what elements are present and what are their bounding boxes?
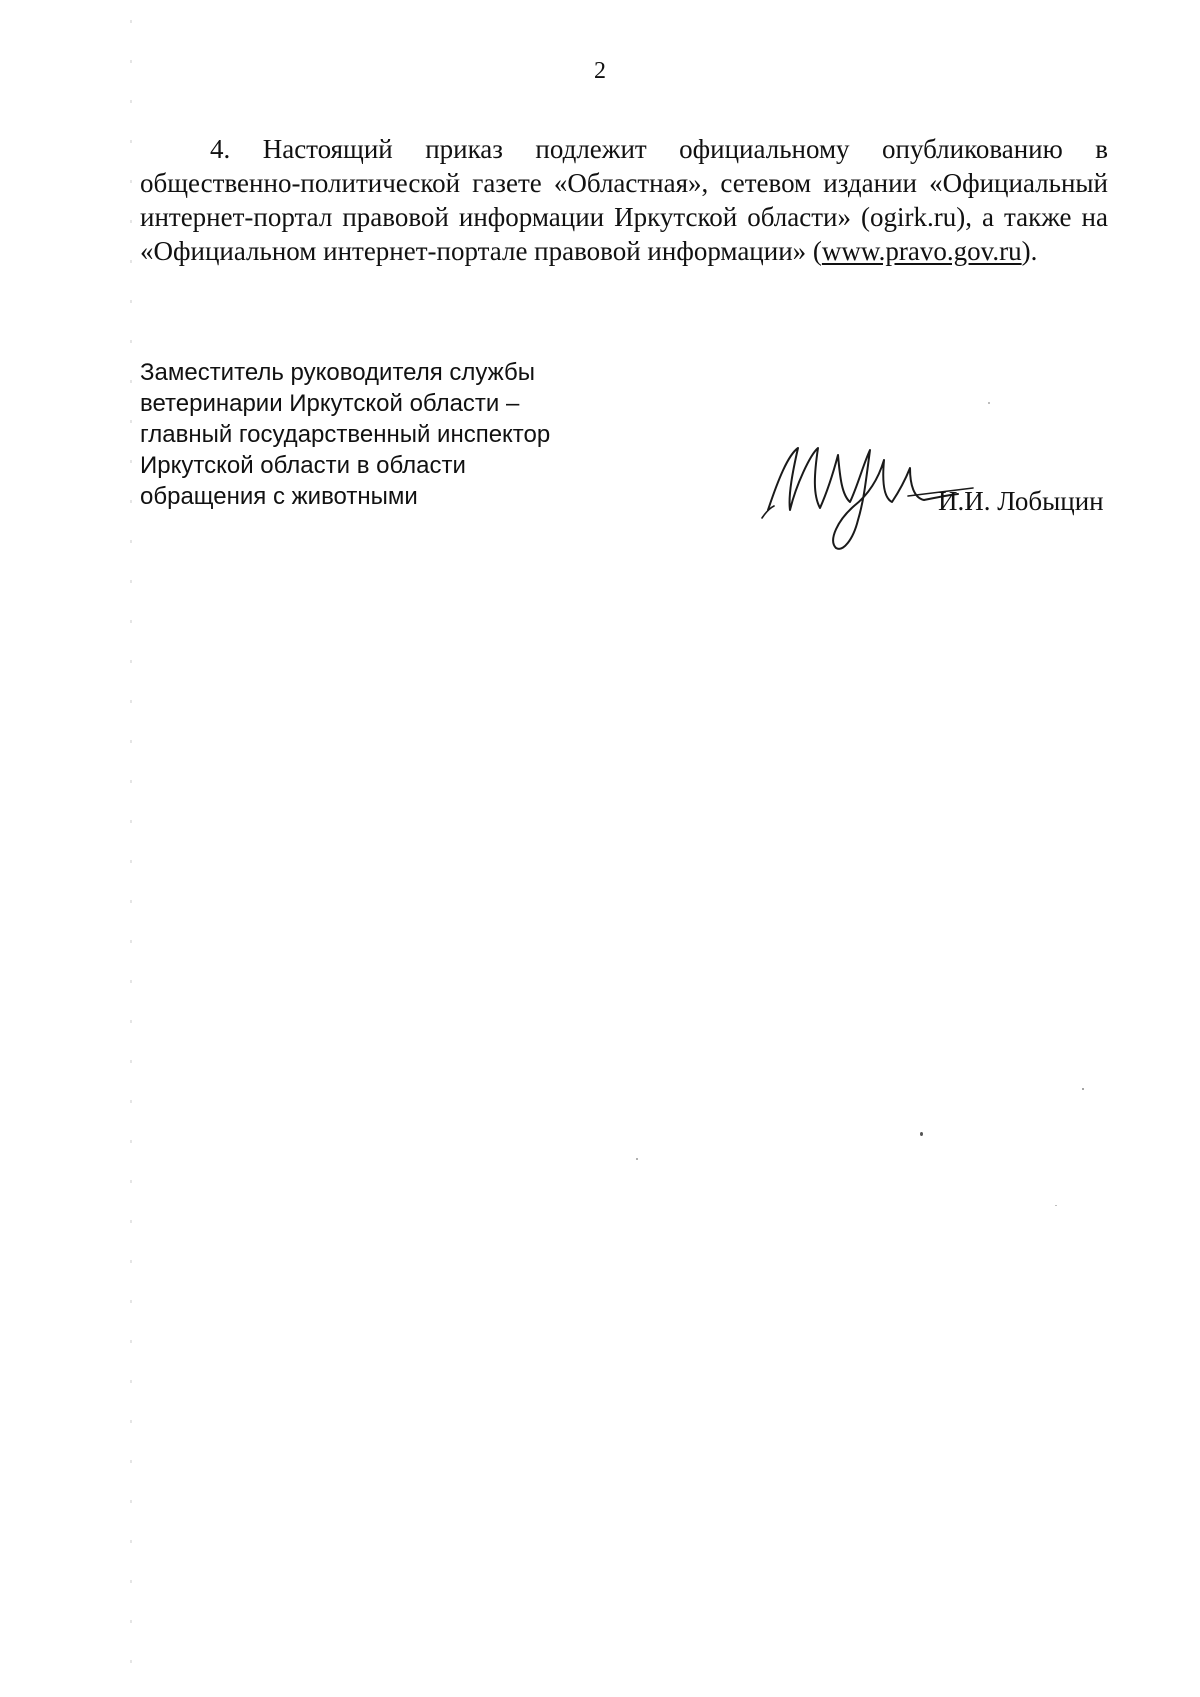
- signatory-title-line: Иркутской области в области: [140, 452, 466, 479]
- signatory-title-line: ветеринарии Иркутской области –: [140, 390, 520, 417]
- scan-speck: [1055, 1205, 1057, 1206]
- signatory-title: [140, 357, 620, 512]
- scan-speck: [920, 1132, 923, 1136]
- scan-speck: [1082, 1088, 1084, 1090]
- paragraph-text: 4. Настоящий приказ подлежит официальному опубликованию в общественно-политической газете «Областная», сетевом издании «Официальный интернет-портал правовой информации Иркутской области» (ogirk.ru), а также на «Официальном интернет-портале правовой информации» (: [140, 134, 1108, 266]
- scan-edge-artifact: [130, 20, 132, 1680]
- signatory-title-line: главный государственный инспектор: [140, 421, 551, 448]
- pravo-gov-link[interactable]: www.pravo.gov.ru: [821, 236, 1022, 266]
- signatory-title-line: обращения с животными: [140, 483, 418, 510]
- publication-paragraph: [140, 132, 1108, 268]
- signer-name: И.И. Лобыцин: [938, 486, 1104, 516]
- paragraph-text-end: ).: [1021, 236, 1038, 266]
- page-number: 2: [594, 58, 606, 84]
- scan-speck: [636, 1158, 638, 1160]
- scan-speck: [988, 402, 990, 404]
- signatory-title-line: Заместитель руководителя службы: [140, 359, 535, 386]
